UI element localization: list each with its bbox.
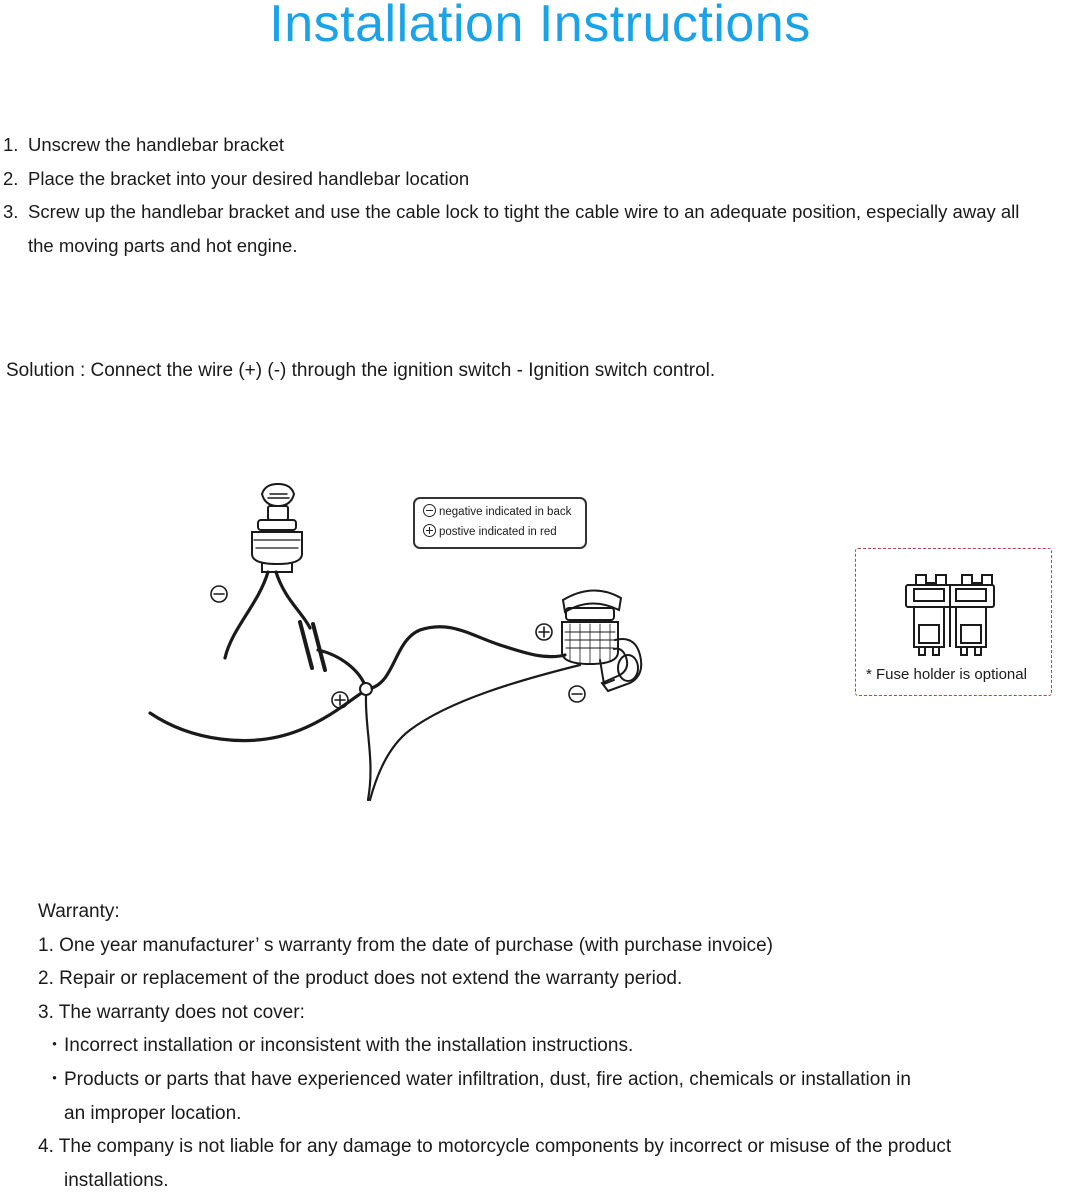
bullet-icon: ・ (45, 1068, 65, 1090)
polarity-legend (413, 497, 587, 549)
warranty-heading: Warranty: (38, 901, 120, 922)
installation-steps (0, 128, 1080, 262)
bullet-text: Products or parts that have experienced water infiltration, dust, fire action, chemicals or installation in (64, 1068, 911, 1090)
warranty-item-3: 3. The warranty does not cover: (38, 1001, 305, 1023)
usb-socket-icon (562, 590, 641, 691)
ignition-negative-wire (225, 572, 268, 658)
fuse-holder-box (855, 548, 1052, 696)
warranty-bullet-2-continued: an improper location. (64, 1102, 242, 1124)
battery-positive-wire (366, 696, 371, 800)
warranty-bullet-2 (38, 1063, 951, 1097)
step-text: Unscrew the handlebar bracket (28, 134, 285, 155)
warranty-item-4: 4. The company is not liable for any damage to motorcycle components by incorrect or misuse of the product (38, 1136, 952, 1158)
step-text-continued: the moving parts and hot engine. (28, 234, 298, 256)
warranty-section (38, 895, 951, 1197)
plus-icon (423, 524, 436, 537)
fuse-holder-icon (902, 563, 998, 663)
step-text: Screw up the handlebar bracket and use the cable lock to tight the cable wire to an adequate position, especially away all (28, 201, 1020, 222)
step-number: 1. (3, 134, 19, 155)
solution-text: Solution : Connect the wire (+) (-) through the ignition switch - Ignition switch control. (6, 360, 716, 381)
step-number: 3. (3, 201, 19, 222)
step-3 (0, 195, 1080, 262)
warranty-item-1: 1. One year manufacturer’ s warranty from the date of purchase (with purchase invoice) (38, 934, 774, 956)
warranty-item-4-continued: installations. (64, 1169, 169, 1191)
legend-positive-row (423, 522, 585, 542)
ignition-positive-wire (276, 572, 310, 628)
legend-negative-text: negative indicated in back (439, 506, 572, 518)
step-1 (0, 128, 1080, 162)
legend-positive-text: postive indicated in red (439, 526, 557, 538)
warranty-bullet-1 (38, 1029, 951, 1063)
bullet-text: Incorrect installation or inconsistent with the installation instructions. (64, 1035, 634, 1057)
page-title: Installation Instructions (269, 0, 811, 53)
legend-negative-row (423, 502, 585, 522)
socket-positive-wire (372, 627, 565, 688)
bullet-icon: ・ (45, 1035, 65, 1057)
battery-negative-wire (150, 690, 366, 741)
polarity-markers (211, 586, 585, 708)
socket-negative-wire (370, 665, 580, 800)
warranty-item-2: 2. Repair or replacement of the product does not extend the warranty period. (38, 968, 683, 990)
step-number: 2. (3, 167, 19, 189)
step-2 (0, 162, 1080, 196)
wire-junction (360, 683, 372, 695)
fuse-optional-note: * Fuse holder is optional (866, 666, 1027, 683)
ignition-key-icon (252, 484, 302, 572)
step-text: Place the bracket into your desired handlebar location (28, 167, 470, 189)
minus-icon (423, 504, 436, 517)
